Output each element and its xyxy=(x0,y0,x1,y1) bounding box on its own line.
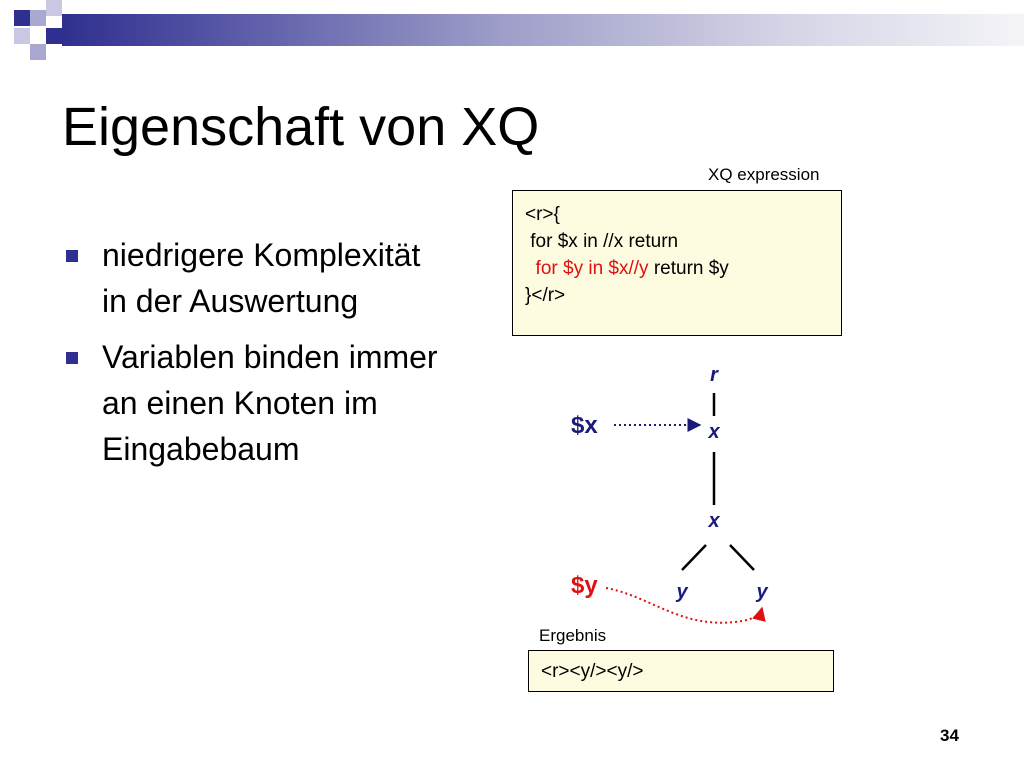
page-number: 34 xyxy=(940,726,959,745)
var-y-label: $y xyxy=(571,572,598,599)
result-box xyxy=(528,650,834,692)
slide-title: Eigenschaft von XQ xyxy=(62,97,540,157)
bullet-text: niedrigere Komplexität in der Auswertung xyxy=(102,237,421,319)
edge-x-y-left xyxy=(682,545,706,570)
node-x-lower: x xyxy=(708,510,720,532)
query-box-label: XQ expression xyxy=(708,165,820,184)
leaf-y-right: y xyxy=(756,581,768,603)
leaf-y-left: y xyxy=(676,581,688,603)
bullet-text: Variablen binden immer an einen Knoten im Eingabebaum xyxy=(102,339,438,467)
result-value: <r><y/><y/> xyxy=(541,661,644,682)
code-text: return $y xyxy=(648,258,729,279)
result-box-label: Ergebnis xyxy=(539,626,607,645)
node-x-upper: x xyxy=(708,421,720,443)
code-line: for $x in //x return xyxy=(525,231,679,252)
code-line: }</r> xyxy=(525,285,566,306)
node-r: r xyxy=(710,364,718,386)
var-x-label: $x xyxy=(571,412,598,439)
code-line: <r>{ xyxy=(525,204,560,225)
code-highlight: for $y in $x//y xyxy=(525,258,649,279)
edge-x-y-right xyxy=(730,545,754,570)
